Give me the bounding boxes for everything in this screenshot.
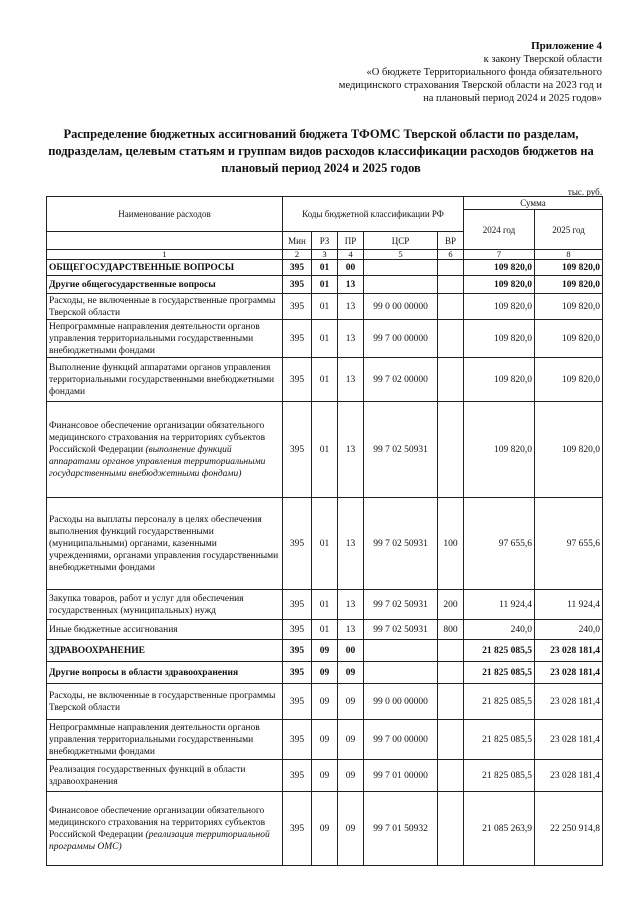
cell-vr [438, 684, 464, 720]
appendix-line: к закону Тверской области [483, 54, 602, 65]
header-sum: Сумма [464, 197, 603, 210]
cell-rz: 01 [312, 320, 338, 358]
cell-csr: 99 0 00 00000 [364, 684, 438, 720]
table-row [47, 684, 603, 720]
cell-vr [438, 760, 464, 792]
cell-2025: 240,0 [535, 620, 603, 640]
appendix-line: на плановый период 2024 и 2025 годов» [423, 93, 602, 104]
cell-rz: 09 [312, 662, 338, 684]
row-name [47, 294, 283, 320]
cell-csr: 99 7 02 50931 [364, 402, 438, 498]
cell-min: 395 [283, 320, 312, 358]
table-row [47, 640, 603, 662]
cell-min: 395 [283, 276, 312, 294]
cell-vr: 800 [438, 620, 464, 640]
table-row [47, 662, 603, 684]
column-index: 6 [438, 250, 464, 260]
table-row [47, 276, 603, 294]
cell-pr: 13 [338, 294, 364, 320]
header-csr: ЦСР [364, 232, 438, 250]
cell-csr: 99 7 01 00000 [364, 760, 438, 792]
cell-rz: 01 [312, 358, 338, 402]
cell-rz: 01 [312, 402, 338, 498]
cell-2025: 109 820,0 [535, 358, 603, 402]
cell-2025: 109 820,0 [535, 320, 603, 358]
header-rz: РЗ [312, 232, 338, 250]
table-row [47, 358, 603, 402]
cell-2024: 97 655,6 [464, 498, 535, 590]
table-row [47, 320, 603, 358]
cell-rz: 01 [312, 276, 338, 294]
title-line: плановый период 2024 и 2025 годов [221, 161, 421, 175]
cell-pr: 09 [338, 684, 364, 720]
row-name-text: Выполнение функций аппаратами органов управления территориальными государственными внебюджетными фондами [49, 362, 275, 397]
table-row [47, 792, 603, 866]
cell-csr: 99 7 02 00000 [364, 358, 438, 402]
row-name [47, 684, 283, 720]
cell-2024: 109 820,0 [464, 320, 535, 358]
row-name-text: Расходы, не включенные в государственные программы Тверской области [49, 295, 276, 318]
row-name [47, 402, 283, 498]
cell-2025: 23 028 181,4 [535, 684, 603, 720]
cell-min: 395 [283, 620, 312, 640]
row-name-text: Расходы, не включенные в государственные программы Тверской области [49, 690, 276, 713]
cell-2025: 97 655,6 [535, 498, 603, 590]
cell-2025: 22 250 914,8 [535, 792, 603, 866]
cell-csr [364, 640, 438, 662]
cell-pr: 13 [338, 276, 364, 294]
cell-2025: 109 820,0 [535, 402, 603, 498]
cell-min: 395 [283, 640, 312, 662]
row-name [47, 590, 283, 620]
cell-2025: 109 820,0 [535, 276, 603, 294]
header-vr: ВР [438, 232, 464, 250]
table-row [47, 260, 603, 276]
cell-rz: 09 [312, 720, 338, 760]
cell-min: 395 [283, 260, 312, 276]
cell-2024: 109 820,0 [464, 276, 535, 294]
table-row [47, 620, 603, 640]
cell-2025: 11 924,4 [535, 590, 603, 620]
cell-csr: 99 7 00 00000 [364, 320, 438, 358]
cell-pr: 13 [338, 320, 364, 358]
cell-2025: 23 028 181,4 [535, 760, 603, 792]
title-line: подразделам, целевым статьям и группам видов расходов классификации расходов бюджетов на [48, 144, 594, 158]
row-name-text: Финансовое обеспечение организации обязательного медицинского страхования на территориях субъектов Российской Федерации [49, 805, 266, 840]
cell-rz: 09 [312, 792, 338, 866]
row-note: (выполнение функций аппаратами органов управления территориальными государственными внебюджетными фондами) [49, 444, 266, 479]
cell-csr: 99 7 02 50931 [364, 590, 438, 620]
cell-vr [438, 294, 464, 320]
cell-vr [438, 320, 464, 358]
cell-csr: 99 7 01 50932 [364, 792, 438, 866]
cell-2025: 23 028 181,4 [535, 640, 603, 662]
cell-2024: 109 820,0 [464, 260, 535, 276]
column-index: 3 [312, 250, 338, 260]
row-name-text: Непрограммные направления деятельности органов управления территориальными государственными внебюджетными фондами [49, 722, 260, 757]
appendix-label: Приложение 4 [531, 40, 602, 52]
row-name [47, 358, 283, 402]
row-name-text: ОБЩЕГОСУДАРСТВЕННЫЕ ВОПРОСЫ [49, 262, 235, 273]
header-codes: Коды бюджетной классификации РФ [283, 197, 464, 232]
cell-pr: 09 [338, 760, 364, 792]
cell-min: 395 [283, 498, 312, 590]
row-name-text: Непрограммные направления деятельности органов управления территориальными государственными внебюджетными фондами [49, 321, 260, 356]
cell-rz: 01 [312, 620, 338, 640]
cell-pr: 13 [338, 620, 364, 640]
table-row [47, 720, 603, 760]
cell-min: 395 [283, 358, 312, 402]
appendix-line: «О бюджете Территориального фонда обязательного [366, 67, 602, 78]
row-name-text: Иные бюджетные ассигнования [49, 624, 178, 635]
cell-vr [438, 792, 464, 866]
row-name-text: Финансовое обеспечение организации обязательного медицинского страхования на территориях субъектов Российской Федерации [49, 420, 266, 455]
row-name-text: Другие вопросы в области здравоохранения [49, 667, 239, 678]
cell-rz: 01 [312, 260, 338, 276]
cell-vr [438, 662, 464, 684]
title-line: Распределение бюджетных ассигнований бюджета ТФОМС Тверской области по разделам, [63, 127, 579, 141]
cell-pr: 13 [338, 498, 364, 590]
cell-rz: 09 [312, 760, 338, 792]
row-name [47, 662, 283, 684]
header-name: Наименование расходов [47, 197, 283, 232]
cell-csr: 99 0 00 00000 [364, 294, 438, 320]
column-index: 5 [364, 250, 438, 260]
cell-pr: 09 [338, 792, 364, 866]
cell-vr: 100 [438, 498, 464, 590]
row-name [47, 620, 283, 640]
cell-pr: 09 [338, 720, 364, 760]
cell-2025: 109 820,0 [535, 260, 603, 276]
table-row [47, 590, 603, 620]
row-name-text: Реализация государственных функций в области здравоохранения [49, 764, 246, 787]
table-row [47, 498, 603, 590]
row-name [47, 792, 283, 866]
cell-vr: 200 [438, 590, 464, 620]
row-name [47, 320, 283, 358]
cell-rz: 01 [312, 590, 338, 620]
cell-pr: 09 [338, 662, 364, 684]
cell-2025: 23 028 181,4 [535, 662, 603, 684]
cell-csr [364, 662, 438, 684]
header-name-spacer [47, 232, 283, 250]
column-index: 7 [464, 250, 535, 260]
cell-vr [438, 402, 464, 498]
table-row [47, 760, 603, 792]
header-2025: 2025 год [535, 210, 603, 250]
cell-pr: 13 [338, 590, 364, 620]
column-index-row [47, 250, 603, 260]
column-index: 8 [535, 250, 603, 260]
column-index: 1 [47, 250, 283, 260]
cell-2024: 109 820,0 [464, 358, 535, 402]
cell-rz: 01 [312, 294, 338, 320]
row-name [47, 276, 283, 294]
cell-pr: 00 [338, 640, 364, 662]
cell-pr: 13 [338, 358, 364, 402]
cell-pr: 13 [338, 402, 364, 498]
cell-2024: 21 085 263,9 [464, 792, 535, 866]
cell-pr: 00 [338, 260, 364, 276]
row-name-text: ЗДРАВООХРАНЕНИЕ [49, 645, 145, 656]
cell-2024: 11 924,4 [464, 590, 535, 620]
row-name-text: Закупка товаров, работ и услуг для обеспечения государственных (муниципальных) нужд [49, 593, 244, 616]
cell-2024: 109 820,0 [464, 294, 535, 320]
cell-vr [438, 720, 464, 760]
cell-min: 395 [283, 402, 312, 498]
table-row [47, 294, 603, 320]
header-2024: 2024 год [464, 210, 535, 250]
cell-2025: 109 820,0 [535, 294, 603, 320]
appendix-block [302, 40, 602, 105]
cell-min: 395 [283, 760, 312, 792]
cell-rz: 09 [312, 640, 338, 662]
cell-rz: 01 [312, 498, 338, 590]
document-title [40, 126, 602, 177]
row-note: (реализация территориальной программы ОМС) [49, 829, 270, 852]
cell-min: 395 [283, 720, 312, 760]
cell-min: 395 [283, 662, 312, 684]
cell-2024: 21 825 085,5 [464, 684, 535, 720]
row-name [47, 720, 283, 760]
row-name-text: Расходы на выплаты персоналу в целях обеспечения выполнения функций государственными (муниципальными) органами, казенными учреждениями, органами управления государственными внебюджетными фондами [49, 514, 279, 573]
row-name [47, 760, 283, 792]
row-name [47, 260, 283, 276]
units-label: тыс. руб. [567, 187, 602, 197]
cell-2024: 21 825 085,5 [464, 760, 535, 792]
row-name-text: Другие общегосударственные вопросы [49, 279, 216, 290]
cell-min: 395 [283, 684, 312, 720]
cell-min: 395 [283, 294, 312, 320]
cell-rz: 09 [312, 684, 338, 720]
cell-2024: 21 825 085,5 [464, 640, 535, 662]
cell-2024: 240,0 [464, 620, 535, 640]
header-pr: ПР [338, 232, 364, 250]
cell-csr: 99 7 02 50931 [364, 620, 438, 640]
cell-2025: 23 028 181,4 [535, 720, 603, 760]
cell-vr [438, 358, 464, 402]
cell-vr [438, 260, 464, 276]
header-min: Мин [283, 232, 312, 250]
cell-csr: 99 7 00 00000 [364, 720, 438, 760]
row-name [47, 498, 283, 590]
row-name [47, 640, 283, 662]
cell-vr [438, 640, 464, 662]
appendix-line: медицинского страхования Тверской области на 2023 год и [338, 80, 602, 91]
column-index: 4 [338, 250, 364, 260]
table-row [47, 402, 603, 498]
cell-vr [438, 276, 464, 294]
budget-table [46, 196, 603, 866]
cell-csr [364, 260, 438, 276]
cell-min: 395 [283, 792, 312, 866]
cell-csr: 99 7 02 50931 [364, 498, 438, 590]
column-index: 2 [283, 250, 312, 260]
cell-min: 395 [283, 590, 312, 620]
cell-2024: 109 820,0 [464, 402, 535, 498]
cell-2024: 21 825 085,5 [464, 720, 535, 760]
cell-csr [364, 276, 438, 294]
cell-2024: 21 825 085,5 [464, 662, 535, 684]
